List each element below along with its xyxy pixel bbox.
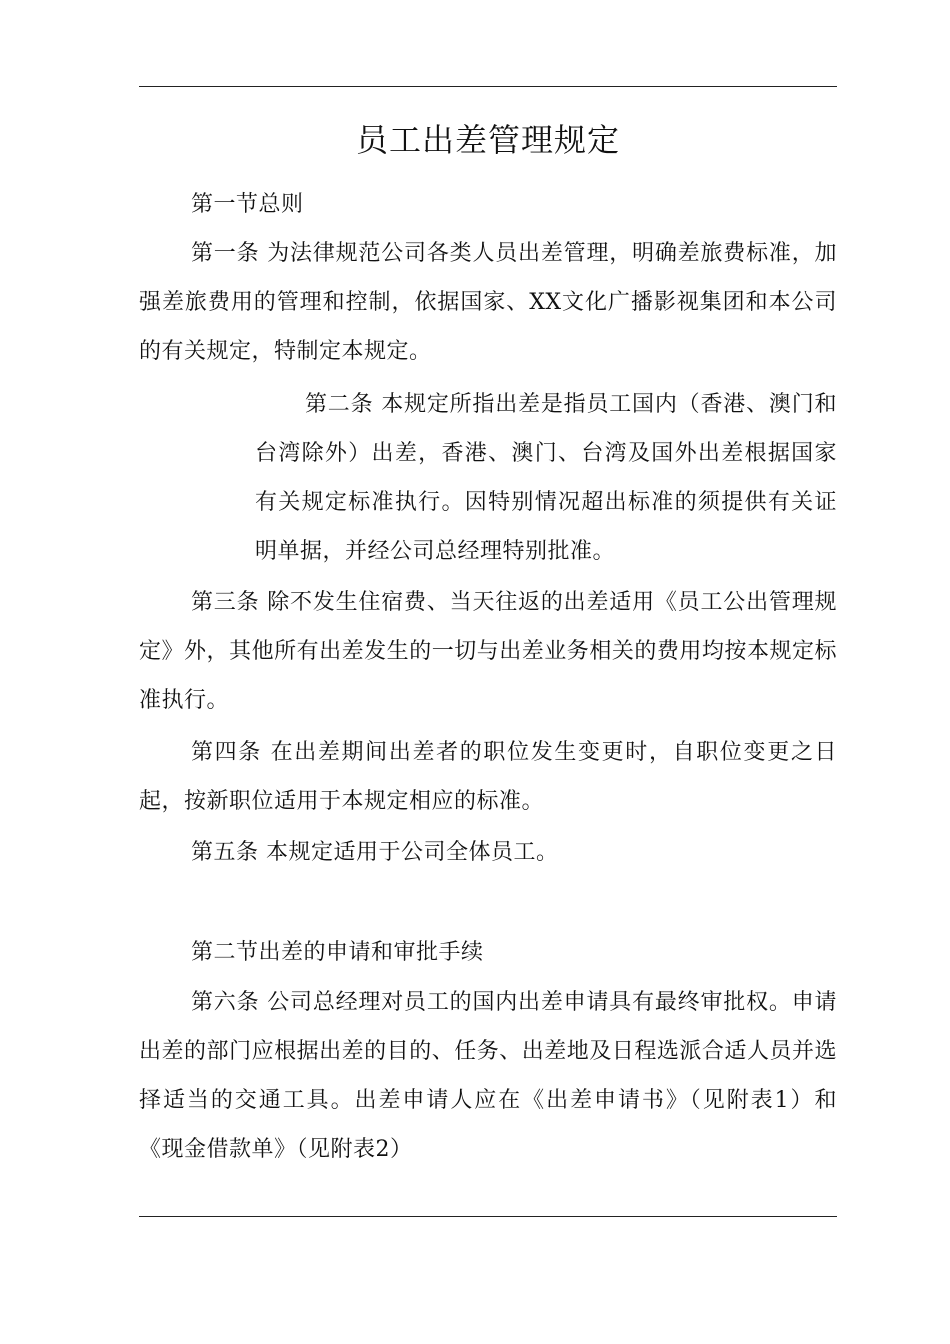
article-1: 第一条 为法律规范公司各类人员出差管理，明确差旅费标准，加强差旅费用的管理和控制，依据国家、XX文化广播影视集团和本公司的有关规定，特制定本规定。: [139, 241, 837, 364]
section-heading-2: 第二节出差的申请和审批手续: [191, 940, 484, 965]
article-5: 第五条 本规定适用于公司全体员工。: [191, 840, 559, 865]
article-3: 第三条 除不发生住宿费、当天往返的出差适用《员工公出管理规定》外，其他所有出差发生的一切与出差业务相关的费用均按本规定标准执行。: [139, 590, 837, 713]
page-title: 员工出差管理规定: [355, 121, 620, 159]
footer-rule: [139, 1216, 837, 1217]
article-2: 第二条 本规定所指出差是指员工国内（香港、澳门和台湾除外）出差，香港、澳门、台湾及国外出差根据国家有关规定标准执行。因特别情况超出标准的须提供有关证明单据，并经公司总经理特别批准。: [255, 392, 837, 564]
section-heading-1: 第一节总则: [191, 192, 304, 217]
header-rule: [139, 86, 837, 87]
article-4: 第四条 在出差期间出差者的职位发生变更时，自职位变更之日起，按新职位适用于本规定相应的标准。: [139, 740, 837, 814]
article-6: 第六条 公司总经理对员工的国内出差申请具有最终审批权。申请出差的部门应根据出差的目的、任务、出差地及日程选派合适人员并选择适当的交通工具。出差申请人应在《出差申请书》（见附表1）和《现金借款单》（见附表2）: [139, 990, 837, 1162]
